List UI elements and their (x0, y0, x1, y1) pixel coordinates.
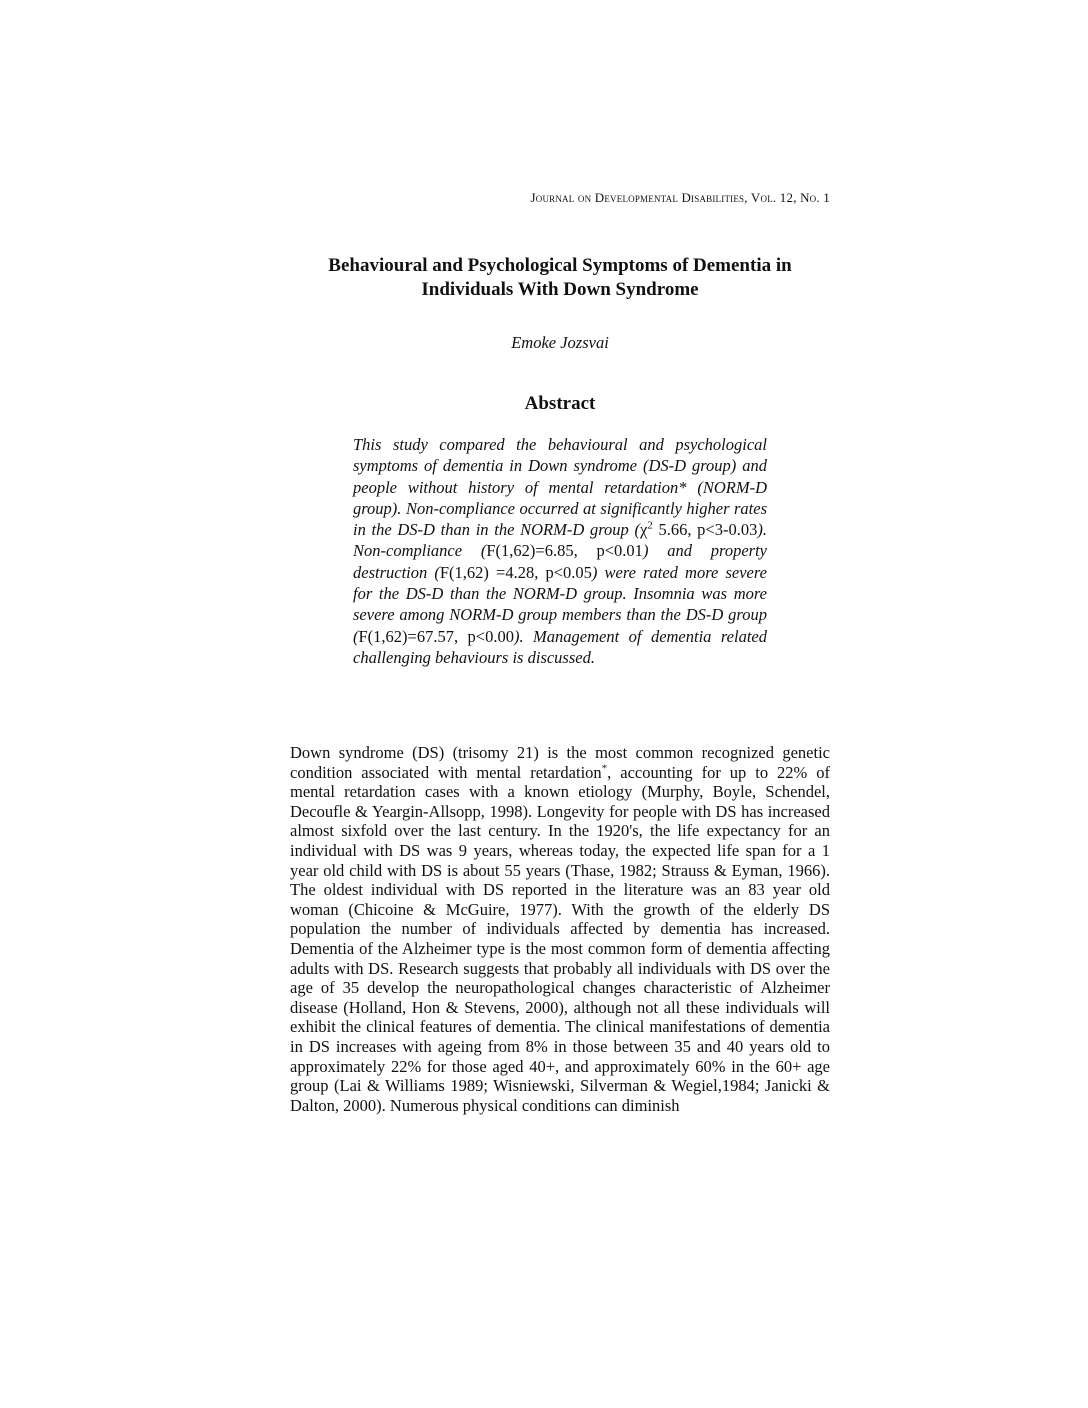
footnote-marker: * (601, 762, 608, 775)
body-part-2: , accounting for up to 22% of mental retardation cases with a known etiology (Murphy, Boyle, Schendel, Decoufle & Yeargin-Allsopp, 1998). Longevity for people with DS has increased almost sixfold over the last century. In the 1920's, the life expectancy for an individual with DS was 9 years, whereas today, the expected life span for a 1 year old child with DS is about 55 years (Thase, 1982; Strauss & Eyman, 1966). The oldest individual with DS reported in the literature was an 83 year old woman (Chicoine & McGuire, 1977). With the growth of the elderly DS population the number of individuals affected by dementia has increased. Dementia of the Alzheimer type is the most common form of dementia affecting adults with DS. Research suggests that probably all individuals with DS over the age of 35 develop the neuropathological changes characteristic of Alzheimer disease (Holland, Hon & Stevens, 2000), although not all these individuals will exhibit the clinical features of dementia. The clinical manifestations of dementia in DS increases with ageing from 8% in those between 35 and 40 years old to approximately 22% for those aged 40+, and approximately 60% in the 60+ age group (Lai & Williams 1989; Wisniewski, Silverman & Wegiel,1984; Janicki & Dalton, 2000). Numerous physical conditions can diminish (290, 762, 831, 1115)
article-title (270, 254, 850, 302)
abstract-seg-1: This study compared the behavioural and psychological symptoms of dementia in Down syndrome (DS-D group) and people without history of mental retardation* (NORM-D group). Non-compliance occurred at significantly higher rates in the DS-D than in the NORM-D group ( (353, 435, 767, 540)
abstract-stat-1 (640, 520, 757, 539)
body-part-1: Down syndrome (DS) (trisomy 21) is the most common recognized genetic condition associated with mental retardation (290, 743, 830, 782)
abstract-stat-2: F(1,62)=6.85, p<0.01 (486, 541, 643, 561)
abstract-heading: Abstract (524, 393, 596, 414)
running-head: Journal on Developmental Disabilities, Vol. 12, No. 1 (530, 190, 830, 205)
abstract-seg-5: ). Management of dementia related challenging behaviours is discussed. (353, 626, 767, 667)
abstract-stat-1-rest: 5.66, p<3-0.03 (652, 520, 758, 540)
abstract-seg-2: ). Non-compliance ( (353, 520, 767, 561)
chi-symbol: χ (639, 520, 648, 540)
author-name: Emoke Jozsvai (511, 333, 609, 352)
abstract-text (353, 434, 767, 668)
abstract-stat-3: F(1,62) =4.28, p<0.05 (439, 562, 592, 582)
abstract-seg-3: ) and property destruction ( (353, 541, 767, 582)
body-paragraph (290, 743, 830, 1115)
title-line-1: Behavioural and Psychological Symptoms of Dementia in (328, 255, 792, 276)
chi-superscript: 2 (647, 519, 653, 532)
abstract-seg-4: ) were rated more severe for the DS-D than the NORM-D group. Insomnia was more severe among NORM-D group members than the DS-D group ( (353, 562, 767, 646)
abstract-stat-4: F(1,62)=67.57, p<0.00 (358, 626, 514, 646)
title-line-2: Individuals With Down Syndrome (421, 279, 699, 300)
